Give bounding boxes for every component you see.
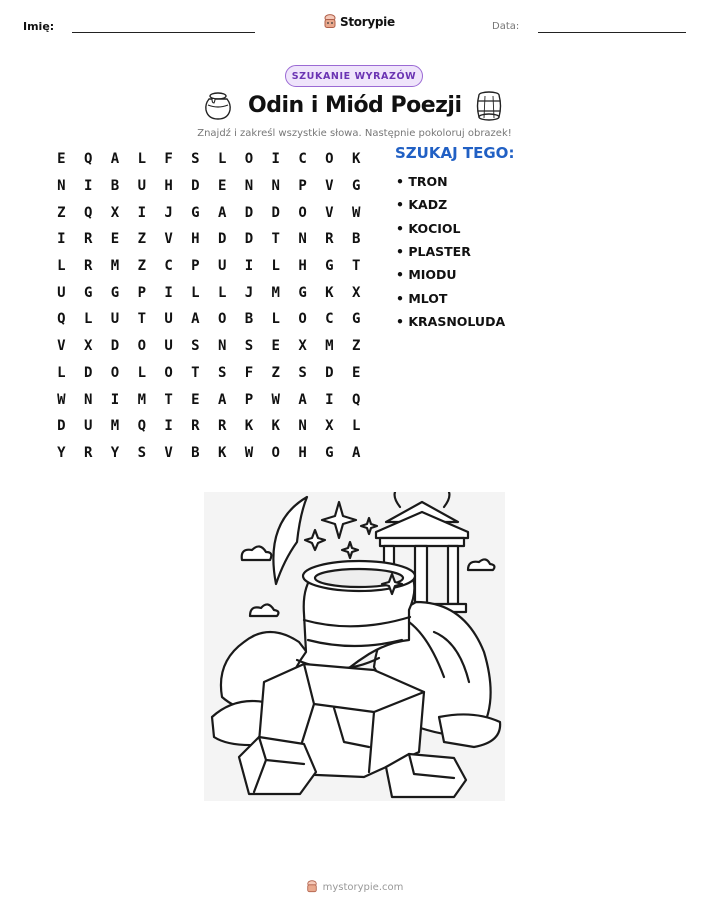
grid-letter[interactable]: I (57, 231, 66, 248)
grid-letter[interactable]: D (271, 204, 280, 221)
grid-row (48, 306, 370, 333)
footer (0, 880, 709, 894)
grid-letter[interactable]: R (217, 418, 227, 435)
grid-letter[interactable]: H (164, 178, 173, 195)
grid-letter[interactable]: L (217, 284, 227, 301)
grid-letter[interactable]: O (244, 151, 254, 168)
grid-letter[interactable]: Z (137, 231, 146, 248)
grid-letter[interactable]: E (351, 364, 361, 381)
grid-letter[interactable]: I (244, 258, 254, 275)
word-item: • KRASNOLUDA (396, 313, 506, 329)
grid-letter[interactable]: K (351, 151, 361, 168)
grid-letter[interactable]: L (271, 258, 280, 275)
grid-letter[interactable]: R (191, 418, 200, 435)
grid-letter[interactable]: L (137, 364, 146, 381)
grid-letter[interactable]: G (298, 284, 307, 301)
grid-letter[interactable]: F (164, 151, 173, 168)
grid-letter[interactable]: U (83, 418, 93, 435)
grid-row (48, 413, 370, 440)
grid-letter[interactable]: S (244, 338, 254, 355)
grid-letter[interactable]: M (110, 258, 120, 275)
brand-logo (323, 14, 395, 30)
grid-letter[interactable]: T (271, 231, 280, 248)
storypie-logo-icon (306, 880, 318, 894)
grid-letter[interactable]: G (325, 444, 334, 461)
grid-letter[interactable]: F (244, 364, 254, 381)
grid-letter[interactable]: K (244, 418, 254, 435)
grid-letter[interactable]: G (110, 284, 120, 301)
grid-letter[interactable]: M (110, 418, 120, 435)
grid-letter[interactable]: T (191, 364, 200, 381)
grid-letter[interactable]: W (57, 391, 66, 408)
grid-letter[interactable]: Q (351, 391, 361, 408)
name-label: Imię: (23, 20, 55, 33)
grid-letter[interactable]: E (217, 178, 227, 195)
grid-letter[interactable]: A (298, 391, 307, 408)
grid-row (48, 173, 370, 200)
mead-horn-coloring-illustration (204, 492, 505, 801)
grid-letter[interactable]: X (110, 204, 120, 221)
grid-row (48, 226, 370, 253)
grid-letter[interactable]: O (271, 444, 280, 461)
grid-letter[interactable]: T (164, 391, 173, 408)
name-line (72, 32, 255, 33)
grid-letter[interactable]: S (217, 364, 227, 381)
activity-badge: SZUKANIE WYRAZÓW (285, 65, 423, 87)
grid-letter[interactable]: S (191, 338, 200, 355)
grid-letter[interactable]: D (244, 204, 254, 221)
grid-letter[interactable]: A (191, 311, 200, 328)
grid-letter[interactable]: O (110, 364, 120, 381)
grid-letter[interactable]: Z (351, 338, 361, 355)
grid-letter[interactable]: I (164, 284, 173, 301)
grid-letter[interactable]: U (164, 311, 173, 328)
grid-letter[interactable]: A (351, 444, 361, 461)
grid-letter[interactable]: P (137, 284, 146, 301)
grid-letter[interactable]: W (271, 391, 280, 408)
grid-letter[interactable]: A (110, 151, 120, 168)
grid-letter[interactable]: X (83, 338, 93, 355)
grid-letter[interactable]: Z (137, 258, 146, 275)
date-line (538, 32, 686, 33)
grid-row (48, 253, 370, 280)
grid-letter[interactable]: D (110, 338, 120, 355)
grid-letter[interactable]: N (217, 338, 227, 355)
grid-letter[interactable]: D (83, 364, 93, 381)
grid-letter[interactable]: S (298, 364, 307, 381)
grid-letter[interactable]: A (217, 204, 227, 221)
grid-letter[interactable]: G (351, 311, 361, 328)
grid-letter[interactable]: L (83, 311, 93, 328)
grid-row (48, 386, 370, 413)
instructions: Znajdź i zakreśl wszystkie słowa. Następnie pokoloruj obrazek! (197, 128, 512, 139)
grid-letter[interactable]: W (244, 444, 254, 461)
grid-letter[interactable]: S (191, 151, 200, 168)
word-list (396, 170, 505, 333)
grid-letter[interactable]: V (325, 204, 334, 221)
grid-row (48, 146, 370, 173)
grid-letter[interactable]: G (191, 204, 200, 221)
word-item: • TRON (396, 174, 448, 190)
grid-letter[interactable]: M (271, 284, 280, 301)
grid-letter[interactable]: P (191, 258, 200, 275)
grid-letter[interactable]: E (110, 231, 120, 248)
grid-letter[interactable]: Q (137, 418, 146, 435)
grid-letter[interactable]: V (325, 178, 334, 195)
grid-letter[interactable]: C (298, 151, 307, 168)
grid-letter[interactable]: L (191, 284, 200, 301)
grid-letter[interactable]: W (351, 204, 361, 221)
grid-letter[interactable]: L (271, 311, 280, 328)
grid-letter[interactable]: X (298, 338, 307, 355)
grid-letter[interactable]: N (83, 391, 93, 408)
grid-letter[interactable]: K (217, 444, 227, 461)
grid-letter[interactable]: L (217, 151, 227, 168)
grid-letter[interactable]: N (298, 418, 307, 435)
grid-letter[interactable]: G (351, 178, 361, 195)
grid-letter[interactable]: O (217, 311, 227, 328)
grid-letter[interactable]: U (217, 258, 227, 275)
grid-letter[interactable]: G (83, 284, 93, 301)
grid-letter[interactable]: O (298, 204, 307, 221)
grid-letter[interactable]: E (57, 151, 66, 168)
word-item: • MIODU (396, 267, 457, 283)
grid-letter[interactable]: O (325, 151, 334, 168)
grid-letter[interactable]: O (137, 338, 146, 355)
brand-name: Storypie (340, 15, 395, 29)
grid-letter[interactable]: I (110, 391, 120, 408)
grid-letter[interactable]: N (271, 178, 280, 195)
grid-letter[interactable]: T (351, 258, 361, 275)
grid-letter[interactable]: C (164, 258, 173, 275)
grid-letter[interactable]: R (83, 444, 93, 461)
grid-letter[interactable]: U (110, 311, 120, 328)
grid-letter[interactable]: N (57, 178, 66, 195)
word-search-grid (48, 146, 370, 466)
grid-letter[interactable]: V (57, 338, 66, 355)
grid-letter[interactable]: K (325, 284, 334, 301)
grid-letter[interactable]: A (217, 391, 227, 408)
grid-letter[interactable]: L (57, 364, 66, 381)
grid-letter[interactable]: V (164, 231, 173, 248)
grid-letter[interactable]: U (57, 284, 66, 301)
grid-letter[interactable]: Z (271, 364, 280, 381)
grid-letter[interactable]: S (137, 444, 146, 461)
grid-row (48, 440, 370, 467)
grid-letter[interactable]: I (83, 178, 93, 195)
grid-letter[interactable]: T (137, 311, 146, 328)
honey-pot-icon (203, 90, 233, 122)
grid-letter[interactable]: Y (110, 444, 120, 461)
grid-letter[interactable]: I (325, 391, 334, 408)
grid-letter[interactable]: H (298, 444, 307, 461)
grid-letter[interactable]: E (191, 391, 200, 408)
grid-letter[interactable]: R (83, 258, 93, 275)
grid-letter[interactable]: I (271, 151, 280, 168)
grid-letter[interactable]: G (325, 258, 334, 275)
word-item: • PLASTER (396, 244, 471, 260)
grid-letter[interactable]: H (298, 258, 307, 275)
grid-letter[interactable]: B (244, 311, 254, 328)
grid-letter[interactable]: Q (57, 311, 66, 328)
barrel-icon (474, 90, 504, 122)
grid-row (48, 333, 370, 360)
date-label: Data: (492, 21, 520, 32)
word-list-title: SZUKAJ TEGO: (395, 144, 515, 162)
grid-letter[interactable]: U (164, 338, 173, 355)
grid-letter[interactable]: N (298, 231, 307, 248)
worksheet-title: Odin i Miód Poezji (248, 93, 462, 118)
grid-row (48, 360, 370, 387)
grid-letter[interactable]: Y (57, 444, 66, 461)
grid-letter[interactable]: N (244, 178, 254, 195)
grid-letter[interactable]: B (351, 231, 361, 248)
word-item: • KADZ (396, 197, 448, 213)
grid-row (48, 199, 370, 226)
grid-letter[interactable]: L (137, 151, 146, 168)
grid-letter[interactable]: J (244, 284, 254, 301)
grid-letter[interactable]: R (83, 231, 93, 248)
grid-letter[interactable]: O (164, 364, 173, 381)
grid-letter[interactable]: I (164, 418, 173, 435)
grid-letter[interactable]: O (298, 311, 307, 328)
grid-letter[interactable]: L (351, 418, 361, 435)
grid-letter[interactable]: D (217, 231, 227, 248)
storypie-logo-icon (323, 14, 337, 30)
grid-letter[interactable]: L (57, 258, 66, 275)
grid-letter[interactable]: K (271, 418, 280, 435)
grid-letter[interactable]: D (325, 364, 334, 381)
grid-letter[interactable]: I (137, 204, 146, 221)
grid-letter[interactable]: X (325, 418, 334, 435)
grid-letter[interactable]: P (298, 178, 307, 195)
grid-letter[interactable]: M (325, 338, 334, 355)
grid-letter[interactable]: C (325, 311, 334, 328)
word-item: • KOCIOL (396, 220, 461, 236)
grid-letter[interactable]: Q (83, 151, 93, 168)
grid-letter[interactable]: M (137, 391, 146, 408)
word-item: • MLOT (396, 290, 448, 306)
grid-row (48, 279, 370, 306)
grid-letter[interactable]: D (191, 178, 200, 195)
grid-letter[interactable]: B (191, 444, 200, 461)
grid-letter[interactable]: Q (83, 204, 93, 221)
grid-letter[interactable]: D (57, 418, 66, 435)
grid-letter[interactable]: P (244, 391, 254, 408)
footer-url: mystorypie.com (322, 881, 404, 893)
grid-letter[interactable]: B (110, 178, 120, 195)
grid-letter[interactable]: X (351, 284, 361, 301)
grid-letter[interactable]: U (137, 178, 146, 195)
grid-letter[interactable]: H (191, 231, 200, 248)
grid-letter[interactable]: E (271, 338, 280, 355)
grid-letter[interactable]: V (164, 444, 173, 461)
grid-letter[interactable]: J (164, 204, 173, 221)
grid-letter[interactable]: R (325, 231, 334, 248)
grid-letter[interactable]: D (244, 231, 254, 248)
grid-letter[interactable]: Z (57, 204, 66, 221)
